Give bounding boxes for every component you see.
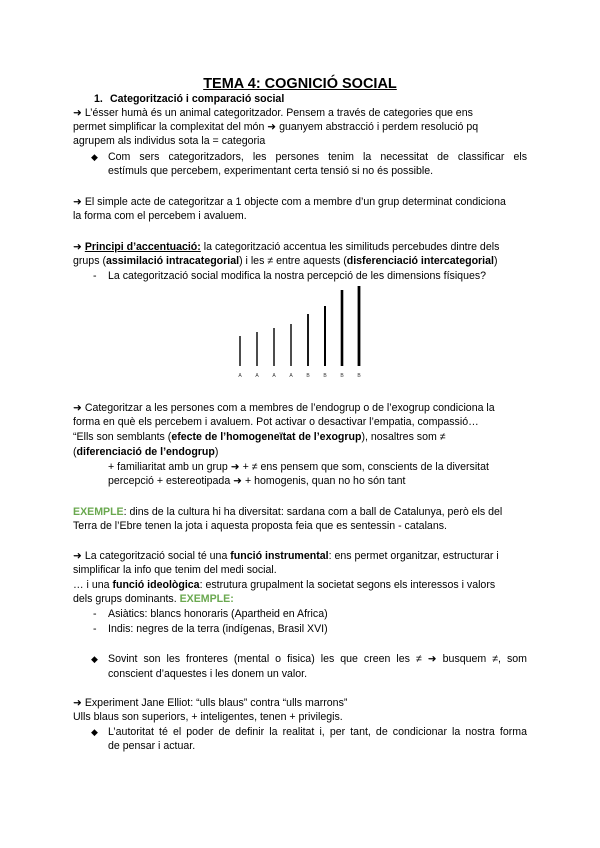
section-number: 1. <box>94 93 103 105</box>
page-title: TEMA 4: COGNICIÓ SOCIAL <box>203 76 397 92</box>
figure-bar-label: A <box>289 373 293 379</box>
paragraph-line: ➜ Principi d’accentuació: la categorització accentua les similituds percebudes dintre dels <box>73 241 500 253</box>
dash-bullet: - <box>93 270 97 282</box>
paragraph-line: Ulls blaus son superiors, + inteligentes, tenen + privilegis. <box>73 711 343 723</box>
paragraph-line: (diferenciació de l’endogrup) <box>73 446 219 458</box>
dash-item: Asiàtics: blancs honoraris (Apartheid en Africa) <box>108 608 328 620</box>
figure-bar-label: A <box>255 373 259 379</box>
dash-item: Indis: negres de la terra (indígenas, Brasil XVI) <box>108 623 328 635</box>
dash-item: La categorització social modifica la nostra percepció de les dimensions físiques? <box>108 270 487 282</box>
figure-bar-label: A <box>238 373 242 379</box>
paragraph-line: “Ells son semblants (efecte de l’homogeneïtat de l’exogrup), nosaltres som ≠ <box>73 431 446 443</box>
paragraph-line: ➜ La categorització social té una funció instrumental: ens permet organitzar, estructurar i <box>73 550 499 562</box>
paragraph-line: ➜ Categoritzar a les persones com a membres de l’endogrup o de l’exogrup condiciona la <box>73 402 495 414</box>
figure-bar-label: B <box>357 373 361 379</box>
bullet-line: estímuls que percebem, experimentant certa tensió si no és possible. <box>108 165 434 177</box>
paragraph-line: dels grups dominants. EXEMPLE: <box>73 593 234 605</box>
paragraph-line: simplificar la info que tenim del medi social. <box>73 564 277 576</box>
example-label: EXEMPLE: <box>179 593 234 605</box>
bullet-line: L’autoritat té el poder de definir la realitat i, per tant, de condicionar la nostra forma <box>108 726 527 738</box>
bullet-line: Sovint son les fronteres (mental o fisica) les que creen les ≠ ➜ busquem ≠, som <box>108 653 527 665</box>
dash-bullet: - <box>93 623 97 635</box>
bullet-line: de pensar i actuar. <box>108 740 196 752</box>
bullet-line: Com sers categoritzadors, les persones tenim la necessitat de classificar els <box>108 151 527 163</box>
figure-bar-label: B <box>306 373 310 379</box>
paragraph-line: la forma com el percebem i avaluem. <box>73 210 247 222</box>
paragraph-line: permet simplificar la complexitat del món ➜ guanyem abstracció i perdem resolució pq <box>73 121 479 133</box>
term-accentuation: Principi d’accentuació: <box>84 241 201 253</box>
paragraph-line: ➜ L’ésser humà és un animal categoritzador. Pensem a través de categories que ens <box>73 107 473 119</box>
paragraph-line: … i una funció ideològica: estrutura grupalment la societat segons els interessos i valors <box>73 579 496 591</box>
bullet-line: conscient d’aquestes i les donem un valor. <box>108 668 308 680</box>
paragraph-line: Terra de l’Ebre tenen la jota i aquesta proposta feia que es sentessin - catalans. <box>73 520 447 532</box>
paragraph-line: + familiaritat amb un grup ➜ + ≠ ens pensem que som, conscients de la diversitat <box>108 461 489 473</box>
dash-bullet: - <box>93 608 97 620</box>
paragraph-line: forma en què els percebem i avaluem. Pot activar o desactivar l’empatia, compassió… <box>73 416 479 428</box>
figure-bar-label: A <box>272 373 276 379</box>
paragraph-line: grups (assimilació intracategorial) i les ≠ entre aquests (disferenciació intercategorial) <box>73 255 498 267</box>
diamond-bullet-icon: ◆ <box>91 654 98 664</box>
example-label: EXEMPLE <box>73 506 124 518</box>
paragraph-line: agrupem als individus sota la = categoria <box>73 135 266 147</box>
figure-bar-label: B <box>323 373 327 379</box>
paragraph-line: ➜ El simple acte de categoritzar a 1 objecte com a membre d’un grup determinat condiciona <box>73 196 506 208</box>
diamond-bullet-icon: ◆ <box>91 152 98 162</box>
paragraph-line: percepció + estereotipada ➜ + homogenis, quan no ho són tant <box>108 475 406 487</box>
diamond-bullet-icon: ◆ <box>91 727 98 737</box>
paragraph-line: ➜ Experiment Jane Elliot: “ulls blaus” contra “ulls marrons” <box>73 697 348 709</box>
paragraph-line: EXEMPLE: dins de la cultura hi ha diversitat: sardana com a ball de Catalunya, però els del <box>73 506 503 518</box>
section-heading: Categorització i comparació social <box>110 93 285 105</box>
line-length-figure <box>226 286 376 386</box>
figure-bar-label: B <box>340 373 344 379</box>
